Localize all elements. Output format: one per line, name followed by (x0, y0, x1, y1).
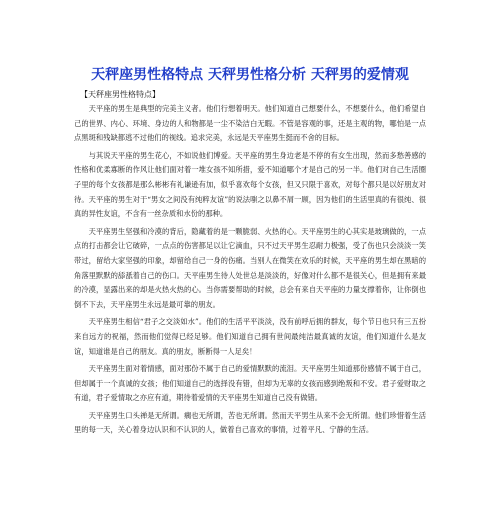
paragraph: 与其说天平座的男生花心，不如说他们博爱。天平座的男生身边老是不停的有女生出现，然而多愁善感的性格和优柔寡断的作风让他们面对着一堆女孩不知所措，爱不知道哪个才是自己的另一半。他们对自己生活圈子里的每个女孩都是那么彬彬有礼谦逊有加，似乎喜欢每个女孩，但又只限于喜欢，对每个都只是以好朋友对待。天平座的男生对于“男女之间没有纯粹友谊”的说法嗤之以鼻不屑一顾，因为他们的生活里真的有很纯、很真的异性友谊，不含有一丝杂质和水份的那种。 (74, 150, 426, 219)
paragraph: 天平座男生口头禅是无所谓。瘸也无所谓，苦也无所谓。然而天平男生从来不会无所谓。他们珍惜着生活里的每一天，关心着身边认识和不认识的人，做着自己喜欢的事情，过着平凡、宁静的生活。 (74, 410, 426, 435)
paragraph: 天平座男生面对着情感，面对那份不属于自己的爱情默默的流泪。天平座男生知道那份感情不属于自己，但却属于一个真诚的女孩；他们知道自己的选择没有错，但却为无辜的女孩而感到绝叛和不安。君子爱财取之有道，君子爱情取之亦应有道，期待着爱情的天平座男生知道自己没有做错。 (74, 364, 426, 403)
paragraph: 天平座男生坚强和冷漠的背后，隐藏着的是一颗脆弱、火热的心。天平座男生的心其实是玻璃做的，一点点的打击都会让它破碎，一点点的伤害都足以让它滴血，只不过天平男生忍耐力极强，受了伤也只会淡淡一笑带过，留给大家坚强的印象，却留给自己一身的伤痛。当别人在微笑在欢乐的时候，天平座的男生却在黑暗的角落里默默的舔舐着自己的伤口。天平座男生待人处世总是淡淡的，好像对什么都不是很关心，但是拥有来最的冷漠，显露出来的却是火热火热的心。当你需要帮助的时候，总会有来自天平座的力量支撑着你，让你倒也倒不下去，天平座男生永远是最可靠的朋友。 (74, 226, 426, 309)
paragraph: 天平座的男生是典型的完美主义者。他们行想着明天。他们知道自己想要什么，不想要什么，他们希望自己的世界、内心、环境、身边的人和物都是一尘不染洁白无暇。不管是容观的事，还是主观的物，哪怕是一点点黑斑和残缺都逃不过他们的视线。追求完美，永远是天平座男生挺而不舍的目标。 (74, 104, 426, 143)
article-title: 天秤座男性格特点 天秤男性格分析 天秤男的爱情观 (91, 67, 409, 83)
paragraph: 天平座男生相信“君子之交淡如水”。他们的生活平平淡淡，没有前呼后拥的群友，每个节日也只有三五扮来自远方的祝福，然而他们觉得已经足够。他们知道自己拥有世间最纯洁最真诚的友谊，他们知道什么是友谊，知道谁是自己的朋友。真的朋友，断断得一人足矣！ (74, 317, 426, 356)
article-body (74, 102, 426, 441)
section-heading: 【天秤座男性格特点】 (80, 90, 160, 99)
